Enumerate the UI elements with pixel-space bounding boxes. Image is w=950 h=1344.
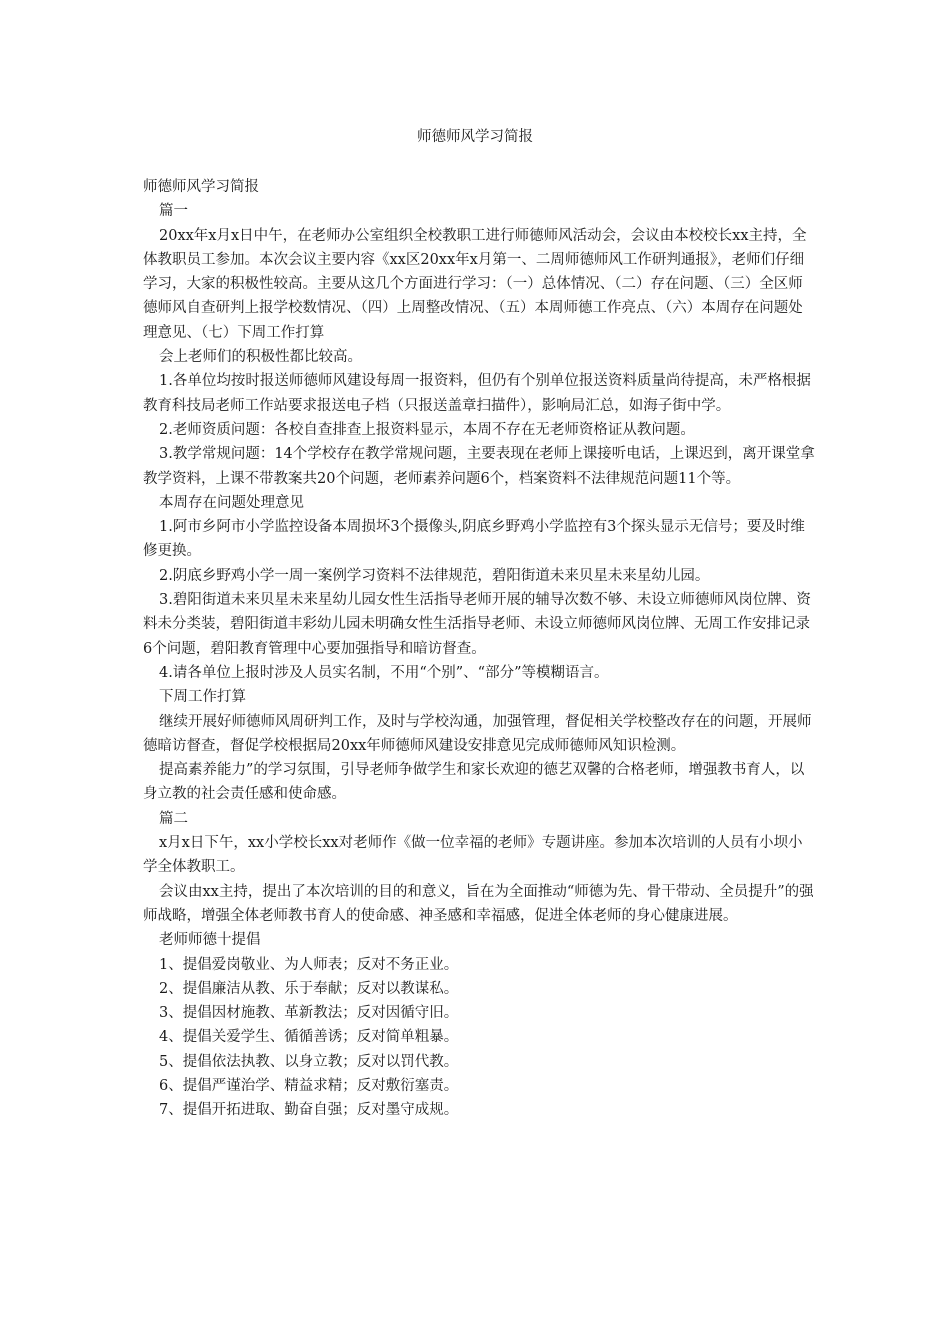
paragraph: 7、提倡开拓进取、勤奋自强；反对墨守成规。 [159, 1102, 459, 1119]
paragraph: 4、提倡关爱学生、循循善诱；反对简单粗暴。 [159, 1029, 459, 1046]
paragraph: 2、提倡廉洁从教、乐于奉献；反对以教谋私。 [159, 980, 459, 997]
paragraph: 篇一 [159, 203, 188, 220]
paragraph: 本周存在问题处理意见 [159, 494, 304, 511]
paragraph: x月x日下午，xx小学校长xx对老师作《做一位幸福的老师》专题讲座。参加本次培训的人员有小坝小学全体教职工。 [143, 835, 803, 876]
paragraph: 3、提倡因材施教、革新教法；反对因循守旧。 [159, 1005, 459, 1022]
paragraph: 1、提倡爱岗敬业、为人师表；反对不务正业。 [159, 956, 459, 973]
paragraph: 1.各单位均按时报送师德师风建设每周一报资料，但仍有个别单位报送资料质量尚待提高，未严格根据教育科技局老师工作站要求报送电子档（只报送盖章扫描件），影响局汇总，如海子街中学。 [143, 373, 811, 414]
paragraph: 篇二 [159, 810, 188, 827]
paragraph: 老师师德十提倡 [159, 932, 261, 949]
paragraph: 3.教学常规问题：14个学校存在教学常规问题，主要表现在老师上课接听电话，上课迟到，离开课堂拿教学资料，上课不带教案共20个问题，老师素养问题6个，档案资料不法律规范问题11个等。 [143, 446, 815, 487]
paragraph: 2.阴底乡野鸡小学一周一案例学习资料不法律规范，碧阳街道未来贝星未来星幼儿园。 [159, 567, 710, 584]
paragraph: 继续开展好师德师风周研判工作，及时与学校沟通，加强管理，督促相关学校整改存在的问题，开展师德暗访督查，督促学校根据局20xx年师德师风建设安排意见完成师德师风知识检测。 [143, 713, 812, 754]
paragraph: 4.请各单位上报时涉及人员实名制，不用“个别”、“部分”等模糊语言。 [159, 664, 609, 681]
paragraph: 下周工作打算 [159, 689, 246, 706]
paragraph: 提高素养能力”的学习氛围，引导老师争做学生和家长欢迎的德艺双馨的合格老师，增强教书育人，以身立教的社会责任感和使命感。 [143, 762, 805, 803]
paragraph: 1.阿市乡阿市小学监控设备本周损坏3个摄像头,阴底乡野鸡小学监控有3个探头显示无信号；要及时维修更换。 [143, 519, 805, 560]
paragraph: 3.碧阳街道未来贝星未来星幼儿园女性生活指导老师开展的辅导次数不够、未设立师德师风岗位牌、资料未分类装，碧阳街道丰彩幼儿园未明确女性生活指导老师、未设立师德师风岗位牌、无周工作安排记录6个问题，碧阳教育管理中心要加强指导和暗访督查。 [143, 592, 811, 657]
paragraph: 会议由xx主持，提出了本次培训的目的和意义，旨在为全面推动“师德为先、骨干带动、全员提升”的强师战略，增强全体老师教书育人的使命感、神圣感和幸福感，促进全体老师的身心健康进展。 [143, 883, 814, 924]
document-title: 师德师风学习简报 [417, 129, 533, 145]
paragraph: 会上老师们的积极性都比较高。 [159, 349, 362, 366]
paragraph: 6、提倡严谨治学、精益求精；反对敷衍塞责。 [159, 1077, 459, 1094]
document-body [143, 175, 815, 1123]
paragraph: 5、提倡依法执教、以身立教；反对以罚代教。 [159, 1053, 459, 1070]
paragraph: 师德师风学习简报 [143, 179, 259, 195]
paragraph: 20xx年x月x日中午，在老师办公室组织全校教职工进行师德师风活动会，会议由本校校长xx主持，全体教职员工参加。本次会议主要内容《xx区20xx年x月第一、二周师德师风工作研判通报》，老师们仔细学习，大家的积极性较高。主要从这几个方面进行学习：（一）总体情况、（二）存在问题、（三）全区师德师风自查研判上报学校数情况、（四）上周整改情况、（五）本周师德工作亮点、（六）本周存在问题处理意见、（七）下周工作打算 [143, 227, 807, 341]
paragraph: 2.老师资质问题：各校自查排查上报资料显示，本周不存在无老师资格证从教问题。 [159, 421, 695, 438]
